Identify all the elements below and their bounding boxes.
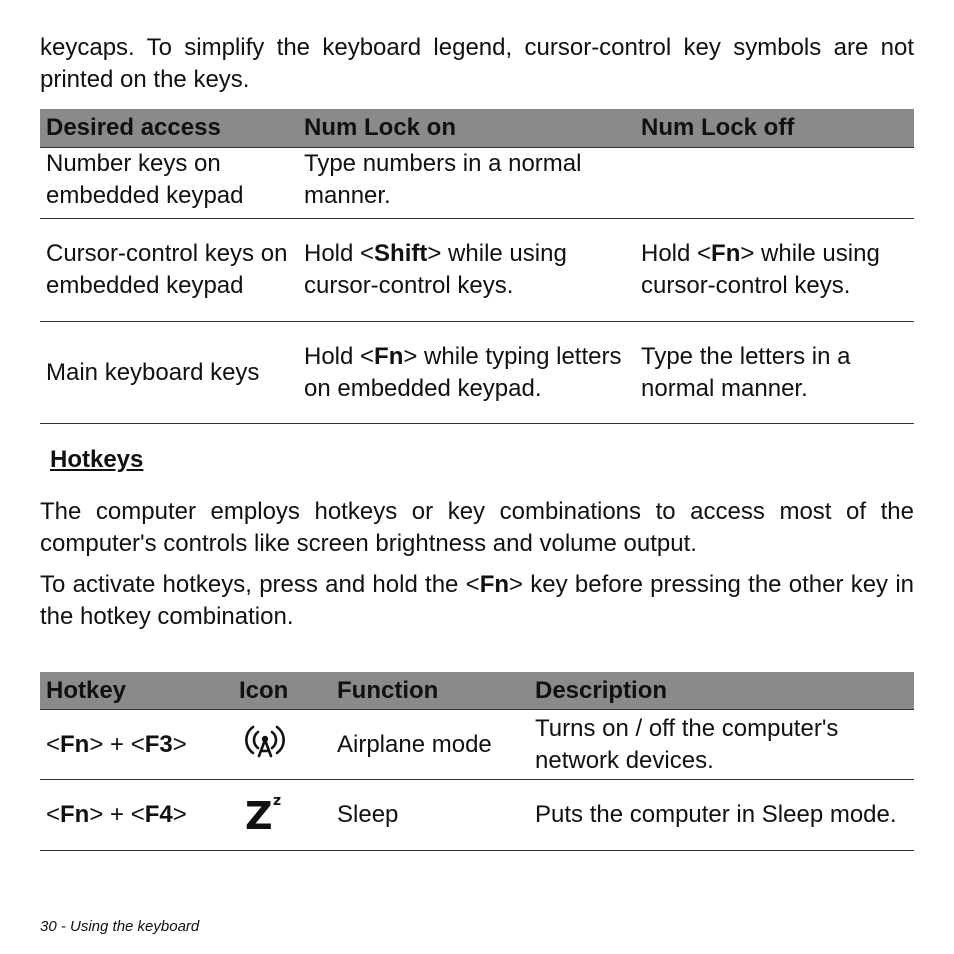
svg-text:z: z xyxy=(273,792,282,809)
table-row xyxy=(40,710,914,780)
text: Hold < xyxy=(641,240,712,267)
header-num-lock-on: Num Lock on xyxy=(298,109,635,148)
table-row xyxy=(40,219,914,322)
text: > while using cursor-control keys. xyxy=(304,240,567,299)
hotkey-table-header xyxy=(40,672,914,710)
key-name: Fn xyxy=(60,801,90,828)
text: To activate hotkeys, press and hold the < xyxy=(40,571,480,598)
text: < xyxy=(46,801,61,828)
num-lock-off-cell: Type the letters in a normal manner. xyxy=(635,322,914,424)
numlock-table xyxy=(40,109,914,424)
header-desired-access: Desired access xyxy=(40,109,298,148)
function-cell: Airplane mode xyxy=(331,710,529,780)
header-icon: Icon xyxy=(233,672,331,710)
table-row xyxy=(40,322,914,424)
section-heading: Hotkeys xyxy=(50,446,144,473)
num-lock-on-cell: Type numbers in a normal manner. xyxy=(298,148,635,219)
icon-cell xyxy=(233,780,331,851)
hotkey-cell xyxy=(40,710,233,780)
header-hotkey: Hotkey xyxy=(40,672,233,710)
access-cell: Number keys on embedded keypad xyxy=(40,148,298,219)
hotkeys-instruction xyxy=(40,569,914,633)
text: > key before pressing the other key in the hotkey combination. xyxy=(40,571,914,630)
text: < xyxy=(46,730,61,758)
text: > xyxy=(172,801,187,828)
function-cell: Sleep xyxy=(331,780,529,851)
icon-cell xyxy=(233,710,331,780)
intro-paragraph: keycaps. To simplify the keyboard legend, cursor-control key symbols are not printed on the keys. xyxy=(40,34,914,93)
sleep-icon xyxy=(243,789,287,833)
table-row xyxy=(40,780,914,851)
key-name: Shift xyxy=(374,240,428,267)
text: Hold < xyxy=(304,240,375,267)
num-lock-on-cell xyxy=(298,219,635,322)
num-lock-off-cell xyxy=(635,148,914,219)
access-cell: Cursor-control keys on embedded keypad xyxy=(40,219,298,322)
key-name: Fn xyxy=(374,342,404,370)
table-row xyxy=(40,148,914,219)
header-description: Description xyxy=(529,672,914,710)
header-function: Function xyxy=(331,672,529,710)
svg-text:Z: Z xyxy=(245,793,273,833)
description-cell: Turns on / off the computer's network devices. xyxy=(529,710,914,780)
text: > + < xyxy=(89,730,145,758)
key-name: Fn xyxy=(60,730,90,758)
key-name: F4 xyxy=(144,801,173,828)
header-num-lock-off: Num Lock off xyxy=(635,109,914,148)
page-footer: 30 - Using the keyboard xyxy=(40,918,200,935)
hotkey-cell xyxy=(40,780,233,851)
access-cell: Main keyboard keys xyxy=(40,322,298,424)
hotkey-table xyxy=(40,672,914,851)
key-name: F3 xyxy=(144,730,173,758)
text: Hold < xyxy=(304,342,375,370)
text: > while typing letters on embedded keypad. xyxy=(304,342,622,402)
num-lock-on-cell xyxy=(298,322,635,424)
key-name: Fn xyxy=(479,571,510,598)
numlock-table-header xyxy=(40,109,914,148)
airplane-mode-icon xyxy=(243,722,287,758)
num-lock-off-cell xyxy=(635,219,914,322)
description-cell: Puts the computer in Sleep mode. xyxy=(529,780,914,851)
text: > while using cursor-control keys. xyxy=(641,240,880,299)
hotkeys-paragraph: The computer employs hotkeys or key combinations to access most of the computer's controls like screen brightness and volume output. xyxy=(40,498,914,557)
text: > + < xyxy=(89,801,145,828)
key-name: Fn xyxy=(711,240,741,267)
text: > xyxy=(172,730,187,758)
